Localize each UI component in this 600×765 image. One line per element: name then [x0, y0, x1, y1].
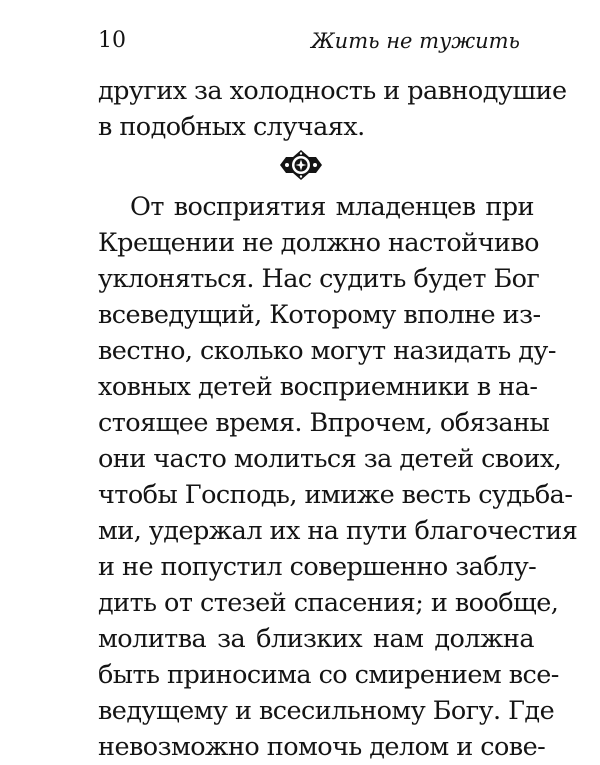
text-line: они часто молиться за детей своих,: [98, 444, 562, 474]
text-line: чтобы Господь, имиже весть судьба-: [98, 480, 573, 510]
page-header: [98, 26, 520, 56]
page-number: 10: [98, 28, 126, 53]
text-line: ховных детей восприемники в на-: [98, 372, 538, 402]
text-line: ведущему и всесильному Богу. Где: [98, 696, 555, 726]
text-line: невозможно помочь делом и сове-: [98, 732, 546, 762]
text-line: других за холодность и равнодушие: [98, 76, 567, 106]
text-line: дить от стезей спасения; и вообще,: [98, 588, 559, 618]
text-line: вестно, сколько могут назидать ду-: [98, 336, 556, 366]
text-line: От восприятия младенцев при: [130, 192, 534, 222]
text-line: быть приносима со смирением все-: [98, 660, 559, 690]
text-line: стоящее время. Впрочем, обязаны: [98, 408, 550, 438]
text-line: в подобных случаях.: [98, 112, 365, 142]
text-line: молитва за близких нам должна: [98, 624, 534, 654]
text-line: и не попустил совершенно заблу-: [98, 552, 537, 582]
text-line: всеведущий, Которому вполне из-: [98, 300, 541, 330]
text-line: ми, удержал их на пути благочестия: [98, 516, 578, 546]
text-line: Крещении не должно настойчиво: [98, 228, 539, 258]
fleuron-icon: [278, 148, 324, 182]
running-title: Жить не тужить: [311, 29, 520, 53]
text-line: уклоняться. Нас судить будет Бог: [98, 264, 540, 294]
